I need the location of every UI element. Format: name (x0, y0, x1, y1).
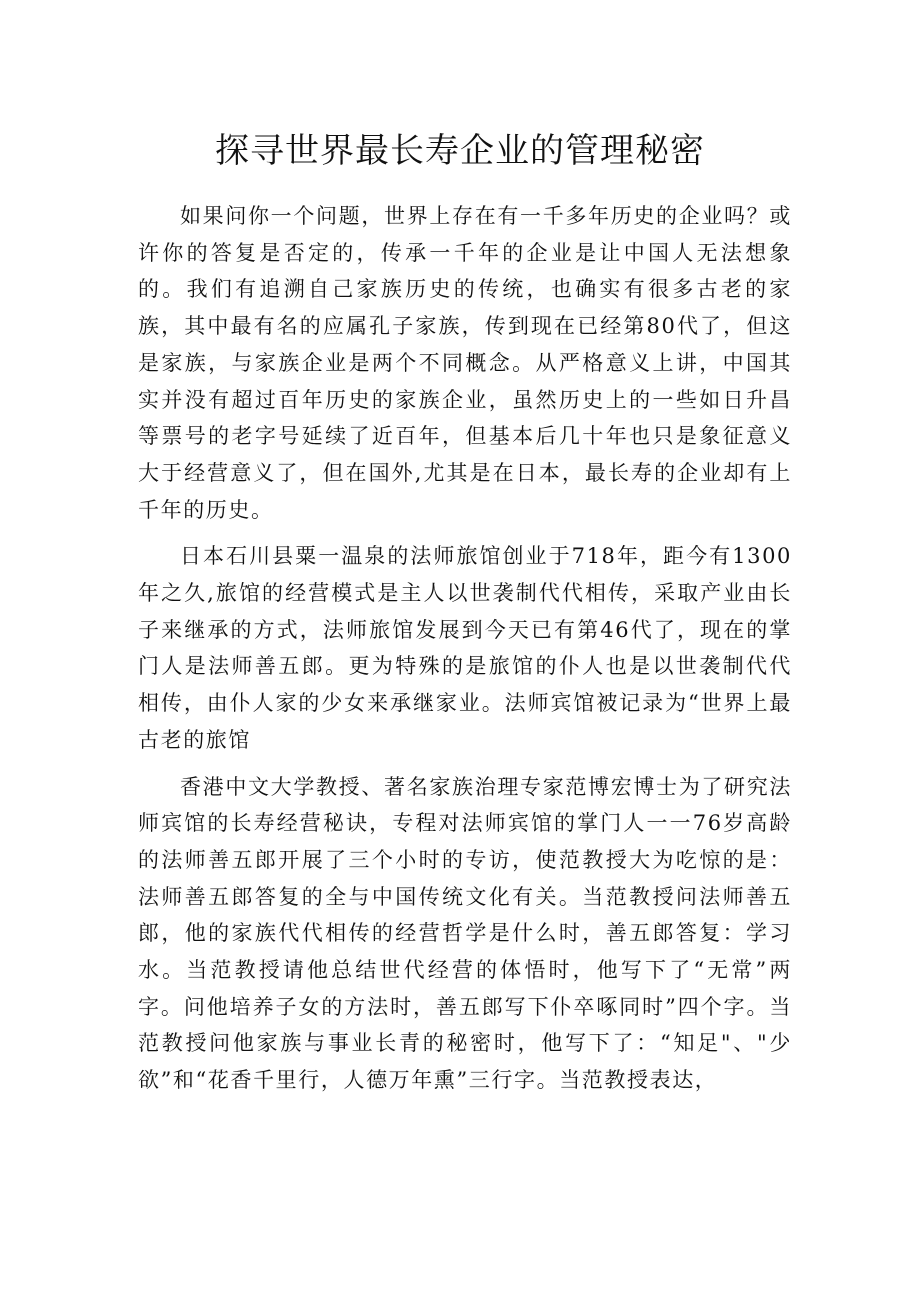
paragraph: 如果问你一个问题，世界上存在有一千多年历史的企业吗？或许你的答复是否定的，传承一千年的企业是让中国人无法想象的。我们有追溯自己家族历史的传统，也确实有很多古老的家族，其中最有名的应属孔子家族，传到现在已经第80代了，但这是家族，与家族企业是两个不同概念。从严格意义上讲，中国其实并没有超过百年历史的家族企业，虽然历史上的一些如日升昌等票号的老字号延续了近百年，但基本后几十年也只是象征意义大于经营意义了，但在国外,尤其是在日本，最长寿的企业却有上千年的历史。 (138, 204, 792, 522)
document-title: 探寻世界最长寿企业的管理秘密 (215, 131, 705, 171)
paragraph: 香港中文大学教授、著名家族治理专家范博宏博士为了研究法师宾馆的长寿经营秘诀，专程对法师宾馆的掌门人一一76岁高龄的法师善五郎开展了三个小时的专访，使范教授大为吃惊的是：法师善五郎答复的全与中国传统文化有关。当范教授问法师善五郎，他的家族代代相传的经营哲学是什么时，善五郎答复：学习水。当范教授请他总结世代经营的体悟时，他写下了“无常”两字。问他培养子女的方法时，善五郎写下仆卒啄同时”四个字。当范教授问他家族与事业长青的秘密时，他写下了：“知足"、"少欲”和“花香千里行，人德万年熏”三行字。当范教授表达， (138, 774, 792, 1093)
paragraph: 日本石川县粟一温泉的法师旅馆创业于718年，距今有1300年之久,旅馆的经营模式是主人以世袭制代代相传，采取产业由长子来继承的方式，法师旅馆发展到今天已有第46代了，现在的掌门人是法师善五郎。更为特殊的是旅馆的仆人也是以世袭制代代相传，由仆人家的少女来承继家业。法师宾馆被记录为“世界上最古老的旅馆 (138, 544, 792, 752)
document-body (138, 198, 792, 1099)
